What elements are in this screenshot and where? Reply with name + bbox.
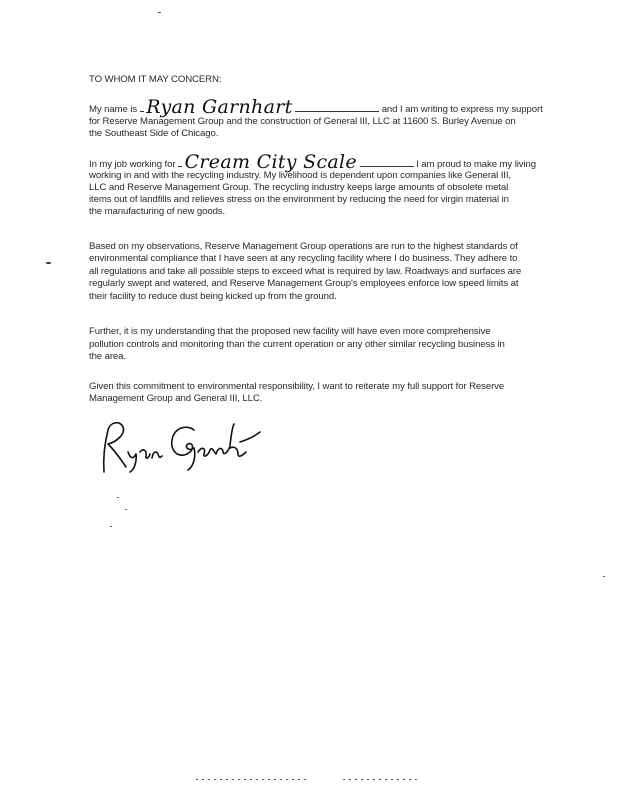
paragraph-3-line-1: Based on my observations, Reserve Management Group operations are run to the highest standards of	[89, 241, 518, 252]
handwritten-employer: Cream City Scale	[184, 151, 357, 173]
scan-dotted-line	[343, 779, 417, 780]
scan-speck	[110, 526, 112, 527]
paragraph-1-line-2: for Reserve Management Group and the construction of General III, LLC at 11600 S. Burley Avenue on	[89, 116, 516, 127]
paragraph-2-line-2: working in and with the recycling industry. My livelihood is dependent upon companies like General III,	[89, 170, 512, 181]
paragraph-1-line-3: the Southeast Side of Chicago.	[89, 128, 219, 139]
scan-speck	[125, 509, 127, 510]
paragraph-4-line-2: pollution controls and monitoring than the current operation or any other similar recycling business in	[89, 339, 505, 350]
employer-prefix: In my job working for	[89, 159, 176, 170]
scan-speck	[46, 262, 51, 264]
employer-line	[89, 151, 536, 173]
employer-suffix: I am proud to make my living	[416, 159, 536, 170]
employer-blank-trail	[360, 156, 414, 167]
paragraph-5-line-1: Given this commitment to environmental responsibility, I want to reiterate my full support for Reserve	[89, 381, 505, 392]
scan-speck	[603, 576, 605, 577]
paragraph-3-line-4: regularly swept and watered, and Reserve Management Group's employees enforce low speed limits at	[89, 278, 519, 289]
employer-blank-lead	[178, 156, 182, 167]
paragraph-2-line-4: items out of landfills and relieves stress on the environment by reducing the need for virgin material in	[89, 194, 509, 205]
paragraph-4-line-3: the area.	[89, 351, 126, 362]
name-blank-trail	[295, 101, 379, 112]
scan-speck	[158, 12, 161, 13]
name-suffix: and I am writing to express my support	[381, 104, 543, 115]
signature-scribble	[90, 412, 270, 474]
name-line	[89, 96, 543, 118]
scan-dotted-line	[196, 779, 306, 780]
salutation: TO WHOM IT MAY CONCERN:	[89, 74, 222, 85]
paragraph-3-line-5: their facility to reduce dust being kicked up from the ground.	[89, 291, 337, 302]
paragraph-4-line-1: Further, it is my understanding that the proposed new facility will have even more comprehensive	[89, 326, 491, 337]
scan-speck	[117, 497, 119, 498]
paragraph-2-line-3: LLC and Reserve Management Group. The recycling industry keeps large amounts of obsolete metal	[89, 182, 509, 193]
handwritten-name: Ryan Garnhart	[146, 96, 293, 118]
name-prefix: My name is	[89, 104, 138, 115]
paragraph-3-line-3: all regulations and take all possible steps to exceed what is required by law. Roadways and surfaces are	[89, 266, 522, 277]
name-blank-lead	[140, 101, 144, 112]
paragraph-2-line-5: the manufacturing of new goods.	[89, 206, 226, 217]
paragraph-3-line-2: environmental compliance that I have seen at any recycling facility where I do business. They adhere to	[89, 253, 518, 264]
paragraph-5-line-2: Management Group and General III, LLC.	[89, 393, 263, 404]
